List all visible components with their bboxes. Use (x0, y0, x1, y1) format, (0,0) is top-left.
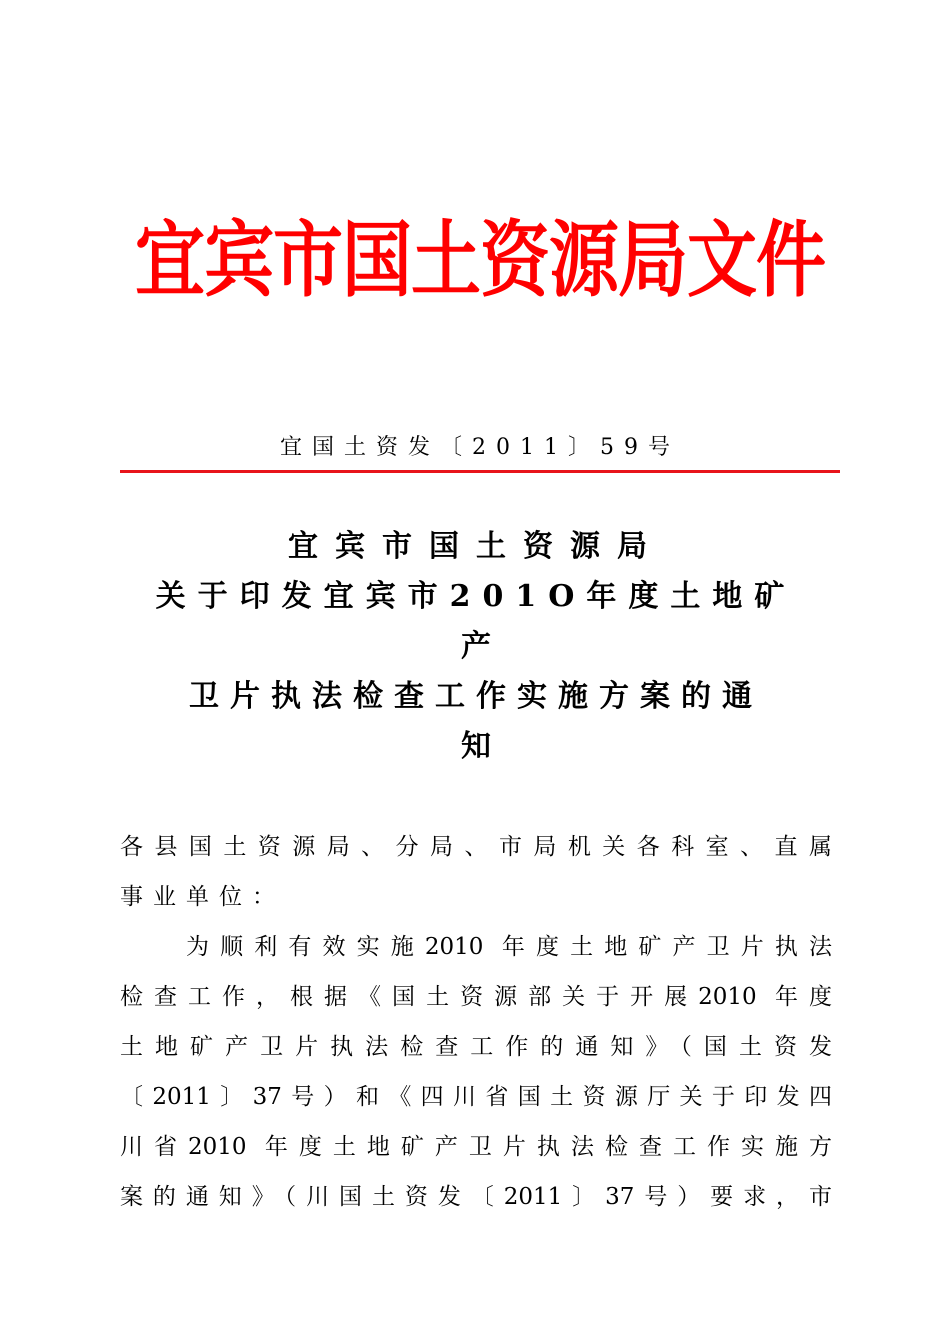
title-line: 宜宾市国土资源局 (288, 529, 664, 564)
paragraph-line: 案的通知》（川国土资发〔2011〕37号）要求，市 (120, 1184, 832, 1210)
header-divider-line (120, 470, 840, 473)
salutation-line: 事业单位： (120, 884, 285, 910)
title-line: 产 (461, 629, 491, 664)
paragraph-line: 川省2010 年度土地矿产卫片执法检查工作实施方 (120, 1134, 832, 1160)
document-number: 宜国土资发〔2011〕59号 (280, 435, 680, 460)
paragraph-line: 〔2011〕37号）和《四川省国土资源厅关于印发四 (120, 1084, 832, 1110)
document-header-banner: 宜宾市国土资源局文件 (135, 211, 825, 309)
title-line: 卫片执法检查工作实施方案的通 (189, 679, 763, 714)
paragraph-line: 为顺利有效实施2010 年度土地矿产卫片执法 (186, 934, 832, 960)
title-line: 关于印发宜宾市201O年度土地矿 (155, 579, 797, 614)
paragraph-line: 检查工作，根据《国土资源部关于开展2010 年度 (120, 984, 832, 1010)
salutation-line: 各县国土资源局、分局、市局机关各科室、直属 (120, 834, 832, 860)
document-body (120, 822, 832, 1222)
title-line: 知 (461, 729, 491, 764)
paragraph-line: 土地矿产卫片执法检查工作的通知》（国土资发 (120, 1034, 832, 1060)
document-title (120, 522, 832, 772)
